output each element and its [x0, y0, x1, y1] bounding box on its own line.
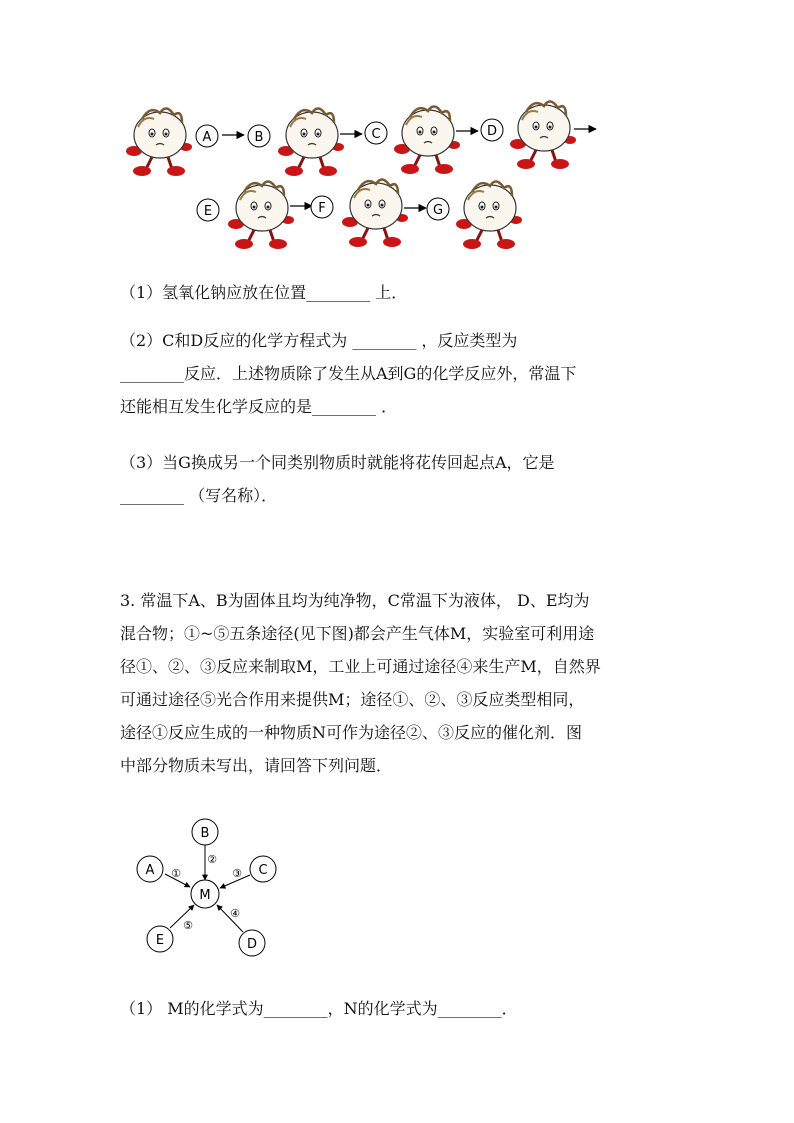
q3-line4: 可通过途径⑤光合作用来提供M；途径①、②、③反应类型相同， [120, 690, 585, 709]
star-node-c [250, 856, 276, 882]
q3-stem [120, 584, 680, 782]
relay-node-a [196, 125, 218, 147]
svg-text:C: C [258, 863, 268, 878]
q2-sub3-line2: ________ （写名称）． [120, 486, 278, 505]
relay-person-6 [342, 179, 408, 247]
path-label-3: ③ [232, 867, 242, 880]
star-node-e [147, 926, 173, 952]
path-label-5: ⑤ [183, 919, 193, 932]
q2-sub3 [120, 446, 680, 512]
q3-sub1 [120, 992, 680, 1025]
svg-text:D: D [246, 937, 258, 952]
relay-node-e [197, 199, 219, 221]
star-diagram [0, 818, 794, 978]
star-node-m [191, 880, 219, 908]
svg-text:B: B [200, 826, 210, 841]
q2-sub2-line3: 还能相互发生化学反应的是________ ． [120, 397, 398, 416]
relay-person-2 [278, 108, 344, 176]
path-label-1: ① [171, 867, 181, 880]
star-node-b [192, 819, 218, 845]
q3-sub1-line: （1） M的化学式为________，N的化学式为________． [120, 999, 518, 1018]
svg-text:A: A [145, 863, 155, 878]
q2-sub1 [120, 276, 680, 309]
q2-sub1-line: （1）氢氧化钠应放在位置________ 上． [120, 283, 408, 302]
q3-line3: 径①、②、③反应来制取M，工业上可通过途径④来生产M，自然界 [120, 657, 601, 676]
star-node-d [239, 930, 265, 956]
path-label-4: ④ [230, 907, 240, 920]
relay-person-3 [394, 106, 460, 174]
q2-sub3-line1: （3）当G换成另一个同类别物质时就能将花传回起点A，它是 [120, 453, 555, 472]
relay-person-5 [228, 181, 294, 249]
svg-text:E: E [203, 204, 213, 219]
q3-line1: 3. 常温下A、B为固体且均为纯净物，C常温下为液体， D、E均为 [120, 591, 590, 610]
svg-text:B: B [254, 130, 264, 145]
q3-line2: 混合物；①~⑤五条途径(见下图)都会产生气体M，实验室可利用途 [120, 624, 595, 643]
svg-text:F: F [318, 201, 326, 216]
svg-text:E: E [155, 933, 165, 948]
svg-text:M: M [199, 888, 211, 903]
relay-person-4 [510, 101, 576, 169]
q2-sub2 [120, 324, 680, 423]
q3-line5: 途径①反应生成的一种物质N可作为途径②、③反应的催化剂．图 [120, 723, 583, 742]
relay-node-c [365, 122, 387, 144]
relay-person-7 [456, 181, 522, 249]
svg-text:G: G [432, 203, 444, 218]
relay-node-f [311, 196, 333, 218]
svg-text:D: D [486, 124, 498, 139]
relay-person-1 [126, 108, 192, 176]
relay-node-g [427, 198, 449, 220]
svg-text:A: A [202, 130, 212, 145]
path-label-2: ② [207, 853, 217, 866]
relay-figure [0, 0, 794, 260]
q3-line6: 中部分物质未写出，请回答下列问题． [120, 756, 393, 775]
relay-node-d [481, 119, 503, 141]
q2-sub2-line1: （2）C和D反应的化学方程式为 ________ ，反应类型为 [120, 331, 518, 350]
svg-text:C: C [371, 127, 381, 142]
star-node-a [137, 856, 163, 882]
relay-node-b [248, 125, 270, 147]
q2-sub2-line2: ________反应．上述物质除了发生从A到G的化学反应外，常温下 [120, 364, 577, 383]
